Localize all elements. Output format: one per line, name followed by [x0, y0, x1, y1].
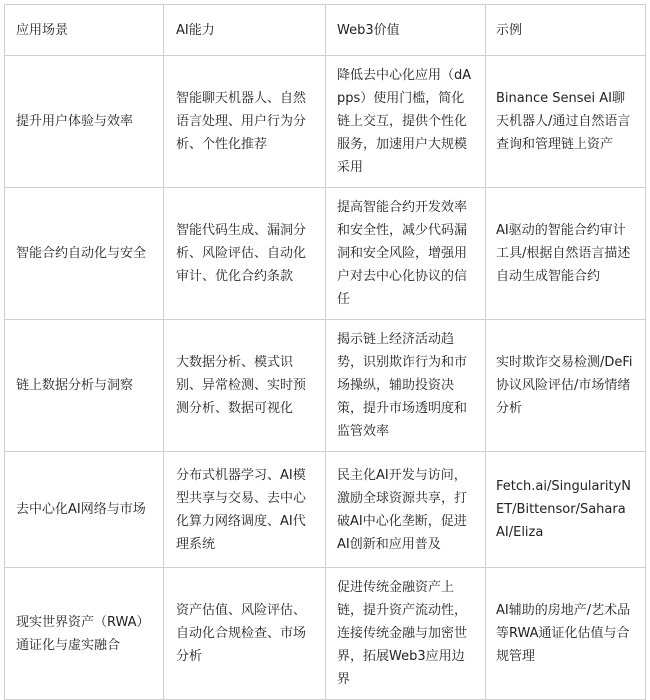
cell-example: AI辅助的房地产/艺术品等RWA通证化估值与合规管理 — [486, 568, 646, 700]
cell-scenario: 去中心化AI网络与市场 — [5, 452, 164, 568]
cell-ai-capability: 资产估值、风险评估、自动化合规检查、市场分析 — [164, 568, 326, 700]
cell-scenario: 智能合约自动化与安全 — [5, 188, 164, 320]
cell-scenario: 现实世界资产（RWA）通证化与虚实融合 — [5, 568, 164, 700]
cell-web3-value: 揭示链上经济活动趋势，识别欺诈行为和市场操纵，辅助投资决策，提升市场透明度和监管效率 — [326, 320, 486, 452]
cell-scenario: 提升用户体验与效率 — [5, 56, 164, 188]
header-web3-value: Web3价值 — [326, 5, 486, 56]
cell-web3-value: 民主化AI开发与访问，激励全球资源共享，打破AI中心化垄断，促进AI创新和应用普及 — [326, 452, 486, 568]
header-example: 示例 — [486, 5, 646, 56]
table-header-row — [5, 5, 646, 56]
table-row — [5, 56, 646, 188]
header-ai-capability: AI能力 — [164, 5, 326, 56]
cell-example: 实时欺诈交易检测/DeFi协议风险评估/市场情绪分析 — [486, 320, 646, 452]
cell-example: Fetch.ai/SingularityNET/Bittensor/Sahara AI/Eliza — [486, 452, 646, 568]
cell-example: AI驱动的智能合约审计工具/根据自然语言描述自动生成智能合约 — [486, 188, 646, 320]
cell-ai-capability: 大数据分析、模式识别、异常检测、实时预测分析、数据可视化 — [164, 320, 326, 452]
cell-web3-value: 降低去中心化应用（dApps）使用门槛，简化链上交互，提供个性化服务，加速用户大规模采用 — [326, 56, 486, 188]
cell-example: Binance Sensei AI聊天机器人/通过自然语言查询和管理链上资产 — [486, 56, 646, 188]
cell-scenario: 链上数据分析与洞察 — [5, 320, 164, 452]
cell-web3-value: 提高智能合约开发效率和安全性，减少代码漏洞和安全风险，增强用户对去中心化协议的信任 — [326, 188, 486, 320]
table-row — [5, 452, 646, 568]
table-row — [5, 320, 646, 452]
cell-ai-capability: 分布式机器学习、AI模型共享与交易、去中心化算力网络调度、AI代理系统 — [164, 452, 326, 568]
header-scenario: 应用场景 — [5, 5, 164, 56]
cell-web3-value: 促进传统金融资产上链，提升资产流动性，连接传统金融与加密世界，拓展Web3应用边界 — [326, 568, 486, 700]
web3-ai-table — [4, 4, 646, 700]
table-row — [5, 188, 646, 320]
cell-ai-capability: 智能聊天机器人、自然语言处理、用户行为分析、个性化推荐 — [164, 56, 326, 188]
table-row — [5, 568, 646, 700]
cell-ai-capability: 智能代码生成、漏洞分析、风险评估、自动化审计、优化合约条款 — [164, 188, 326, 320]
